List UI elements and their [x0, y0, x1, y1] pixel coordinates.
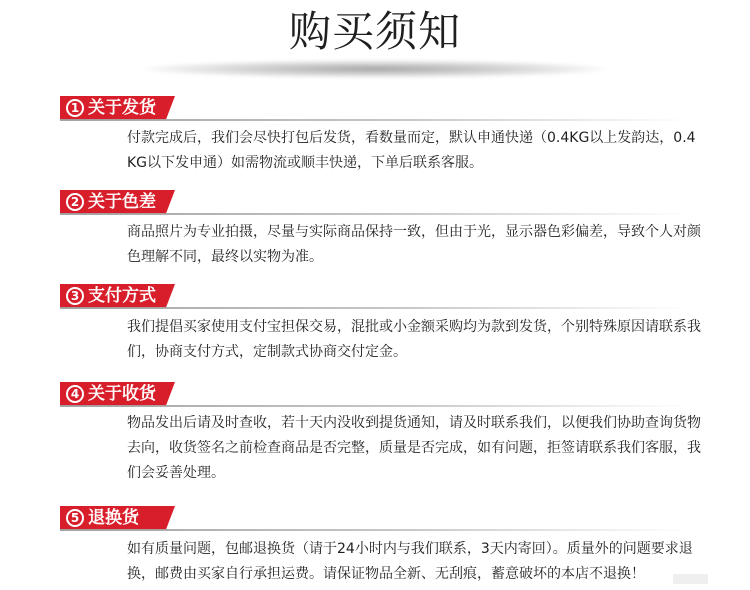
section-title: 关于收货	[88, 384, 156, 404]
section-heading	[66, 96, 156, 120]
section-number-badge: 4	[66, 385, 84, 403]
section-body: 付款完成后，我们会尽快打包后发货，看数量而定，默认申通快递（0.4KG以上发韵达，0.4KG以下发申通）如需物流或顺丰快递，下单后联系客服。	[127, 130, 696, 171]
section-number-badge: 3	[66, 287, 84, 305]
section-body: 商品照片为专业拍摄，尽量与实际商品保持一致，但由于光，显示器色彩偏差，导致个人对颜色理解不同，最终以实物为准。	[127, 224, 701, 265]
section-banner	[0, 382, 750, 406]
section-banner	[0, 284, 750, 308]
section-payment-method	[0, 284, 750, 374]
section-heading	[66, 190, 156, 214]
section-body: 我们提倡买家使用支付宝担保交易，混批或小金额采购均为款到发货，个别特殊原因请联系我们，协商支付方式，定制款式协商交付定金。	[127, 319, 701, 360]
section-number-badge: 2	[66, 193, 84, 211]
section-returns	[0, 506, 750, 590]
section-title: 关于发货	[88, 98, 156, 118]
section-heading	[66, 284, 156, 308]
section-receiving	[0, 382, 750, 494]
section-shipping	[0, 96, 750, 186]
section-number-badge: 5	[66, 509, 84, 527]
section-heading	[66, 382, 156, 406]
title-shadow-decoration	[145, 60, 605, 78]
section-banner	[0, 96, 750, 120]
section-body: 物品发出后请及时查收，若十天内没收到提货通知，请及时联系我们，以便我们协助查询货物去向，收货签名之前检查商品是否完整，质量是否完成，如有问题，拒签请联系我们客服，我们会妥善处理。	[127, 415, 701, 481]
page-title: 购买须知	[288, 7, 461, 56]
section-banner	[0, 190, 750, 214]
section-body: 如有质量问题，包邮退换货（请于24小时内与我们联系，3天内寄回）。质量外的问题要求退换，邮费由买家自行承担运费。请保证物品全新、无刮痕，蓄意破坏的本店不退换！	[127, 541, 693, 582]
section-title: 退换货	[88, 508, 139, 528]
watermark-decoration	[673, 574, 708, 584]
section-title: 支付方式	[88, 286, 156, 306]
page-header	[0, 0, 750, 78]
section-banner	[0, 506, 750, 530]
section-heading	[66, 506, 139, 530]
section-color-difference	[0, 190, 750, 280]
section-number-badge: 1	[66, 99, 84, 117]
section-title: 关于色差	[88, 192, 156, 212]
banner-underline	[60, 529, 690, 531]
